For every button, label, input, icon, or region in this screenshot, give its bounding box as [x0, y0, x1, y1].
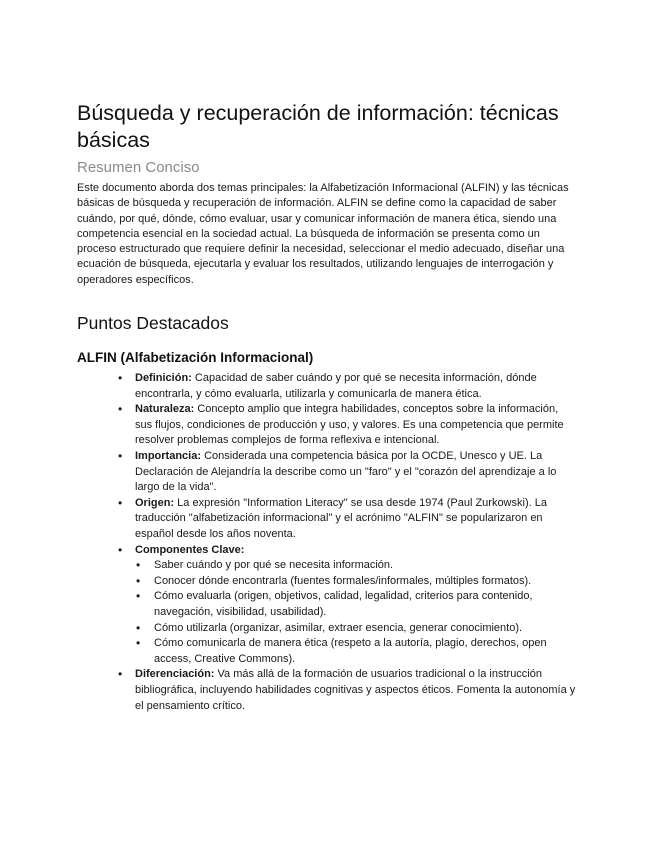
summary-text: Este documento aborda dos temas principales: la Alfabetización Informacional (ALFIN) y las técnicas básicas de búsqueda y recuperación de información. ALFIN se define como la capacidad de saber cuándo, por qué, dónde, cómo evaluar, usar y comunicar información de manera ética, siendo una competencia esencial en la sociedad actual. La búsqueda de información se presenta como un proceso estructurado que requiere definir la necesidad, seleccionar el medio adecuado, diseñar una ecuación de búsqueda, ejecutarla y evaluar los resultados, utilizando lenguajes de interrogación y operadores específicos.: [77, 182, 569, 286]
point-origen: [135, 496, 577, 543]
sub-item: • Cómo comunicarla de manera ética (respeto a la autoría, plagio, derechos, open access, Creative Commons).: [154, 636, 577, 667]
alfin-section-heading: ALFIN (Alfabetización Informacional): [77, 350, 314, 366]
point-text: Concepto amplio que integra habilidades, conceptos sobre la información, sus flujos, condiciones de producción y uso, y valores. Es una competencia que permite resolver problemas complejos de forma reflexiva e intencional.: [135, 403, 564, 447]
point-label: Diferenciación:: [135, 668, 215, 681]
point-definicion: [135, 371, 577, 402]
point-importancia: [135, 449, 577, 496]
point-label: Importancia:: [135, 450, 202, 463]
point-label: Naturaleza:: [135, 403, 195, 416]
point-componentes-clave: [135, 543, 577, 668]
summary-heading: Resumen Conciso: [77, 159, 200, 176]
sub-item: • Conocer dónde encontrarla (fuentes formales/informales, múltiples formatos).: [154, 574, 577, 590]
point-label: Definición:: [135, 372, 192, 385]
point-label: Componentes Clave:: [135, 543, 245, 556]
sub-item: • Saber cuándo y por qué se necesita información.: [154, 558, 577, 574]
document-title: Búsqueda y recuperación de información: técnicas básicas: [77, 101, 559, 152]
document-page: [77, 100, 577, 714]
highlights-list: [77, 371, 577, 714]
sub-item: • Cómo evaluarla (origen, objetivos, calidad, legalidad, criterios para contenido, navegación, visibilidad, usabilidad).: [154, 589, 577, 620]
point-text: Capacidad de saber cuándo y por qué se necesita información, dónde encontrarla, y cómo evaluarla, utilizarla y comunicarla de manera ética.: [135, 372, 537, 400]
point-text: Considerada una competencia básica por la OCDE, Unesco y UE. La Declaración de Alejandría la describe como un "faro" y el "corazón del aprendizaje a lo largo de la vida".: [135, 450, 557, 494]
components-sublist: [135, 558, 577, 667]
highlights-heading: Puntos Destacados: [77, 313, 229, 334]
point-label: Origen:: [135, 496, 175, 509]
point-diferenciacion: [135, 667, 577, 714]
point-text: La expresión "Information Literacy" se usa desde 1974 (Paul Zurkowski). La traducción "alfabetización informacional" y el acrónimo "ALFIN" se popularizaron en español desde los años noventa.: [135, 496, 547, 541]
point-naturaleza: [135, 402, 577, 449]
sub-item: • Cómo utilizarla (organizar, asimilar, extraer esencia, generar conocimiento).: [154, 621, 577, 637]
point-text: Va más allá de la formación de usuarios tradicional o la instrucción bibliográfica, incluyendo habilidades cognitivas y aspectos éticos. Fomenta la autonomía y el pensamiento crítico.: [135, 668, 576, 712]
